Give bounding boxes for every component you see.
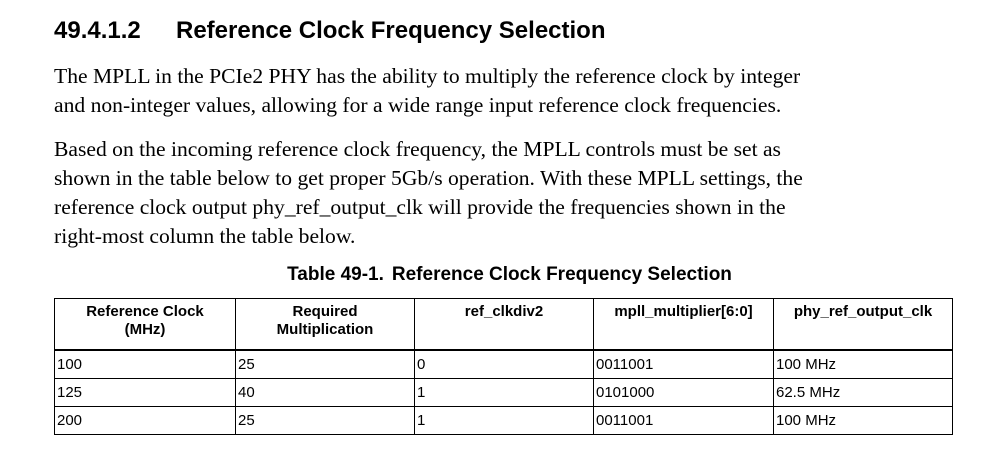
cell-reference-clock: 200 — [55, 407, 236, 435]
cell-required-multiplication: 40 — [236, 379, 415, 407]
table-row — [55, 379, 953, 407]
paragraph-line: right-most column the table below. — [54, 224, 356, 248]
cell-phy-ref-output-clk: 100 MHz — [774, 350, 953, 379]
paragraph-line: The MPLL in the PCIe2 PHY has the ability to multiply the reference clock by integer — [54, 64, 801, 88]
cell-phy-ref-output-clk: 62.5 MHz — [774, 379, 953, 407]
cell-mpll-multiplier: 0101000 — [594, 379, 774, 407]
table-caption — [0, 262, 999, 288]
cell-required-multiplication: 25 — [236, 407, 415, 435]
table-header-row — [55, 299, 953, 351]
paragraph-line: and non-integer values, allowing for a wide range input reference clock frequencies. — [54, 93, 782, 117]
table-caption-title: Reference Clock Frequency Selection — [391, 264, 732, 285]
paragraph-line: reference clock output phy_ref_output_clk will provide the frequencies shown in the — [54, 195, 786, 219]
section-number: 49.4.1.2 — [54, 17, 141, 44]
paragraph-mpll-settings — [54, 135, 803, 251]
header-ref-clkdiv2: ref_clkdiv2 — [415, 299, 594, 351]
table-row — [55, 407, 953, 435]
header-required-multiplication: Required Multiplication — [236, 299, 415, 351]
cell-reference-clock: 100 — [55, 350, 236, 379]
paragraph-line: Based on the incoming reference clock frequency, the MPLL controls must be set as — [54, 137, 781, 161]
section-title: Reference Clock Frequency Selection — [176, 17, 606, 44]
cell-mpll-multiplier: 0011001 — [594, 407, 774, 435]
paragraph-line: shown in the table below to get proper 5Gb/s operation. With these MPLL settings, the — [54, 166, 803, 190]
cell-phy-ref-output-clk: 100 MHz — [774, 407, 953, 435]
cell-reference-clock: 125 — [55, 379, 236, 407]
table-row — [55, 350, 953, 379]
header-reference-clock: Reference Clock (MHz) — [55, 299, 236, 351]
header-mpll-multiplier: mpll_multiplier[6:0] — [594, 299, 774, 351]
cell-ref-clkdiv2: 1 — [415, 407, 594, 435]
cell-mpll-multiplier: 0011001 — [594, 350, 774, 379]
cell-required-multiplication: 25 — [236, 350, 415, 379]
cell-ref-clkdiv2: 0 — [415, 350, 594, 379]
table-caption-number: Table 49-1. — [287, 264, 384, 285]
paragraph-mpll-intro — [54, 62, 800, 120]
cell-ref-clkdiv2: 1 — [415, 379, 594, 407]
reference-clock-table — [54, 298, 953, 435]
header-phy-ref-output-clk: phy_ref_output_clk — [774, 299, 953, 351]
section-heading — [54, 16, 606, 46]
